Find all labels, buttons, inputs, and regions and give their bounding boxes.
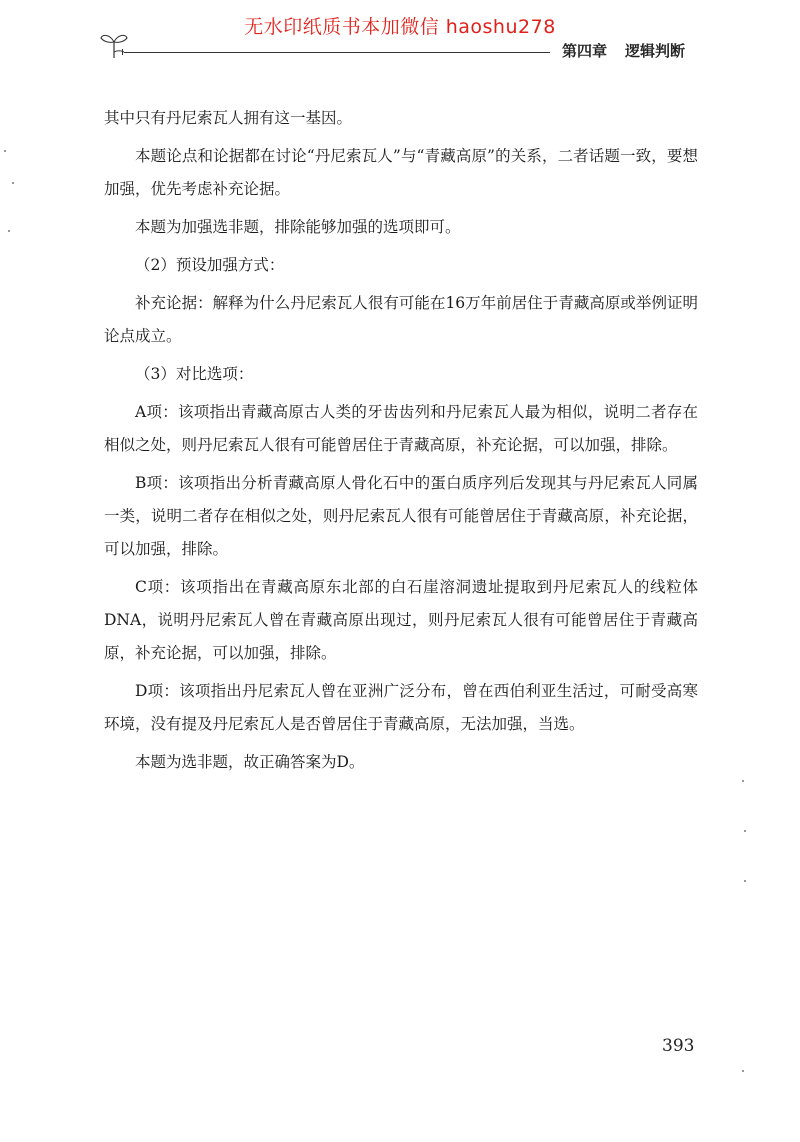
watermark-text: 无水印纸质书本加微信 haoshu278 — [244, 16, 556, 38]
page-body — [104, 102, 698, 784]
scan-speck — [4, 150, 6, 152]
scan-speck — [742, 1070, 744, 1072]
chapter-number: 第四章 — [562, 42, 608, 60]
scan-speck — [12, 182, 14, 184]
paragraph-option-d: D项：该项指出丹尼索瓦人曾在亚洲广泛分布，曾在西伯利亚生活过，可耐受高寒环境，没有提及丹尼索瓦人是否曾居住于青藏高原，无法加强，当选。 — [104, 682, 698, 733]
scan-speck — [744, 880, 746, 882]
header-rule-start — [122, 49, 123, 55]
chapter-title: 逻辑判断 — [625, 42, 686, 60]
chapter-header — [562, 40, 685, 61]
paragraph-analysis: 本题论点和论据都在讨论“丹尼索瓦人”与“青藏高原”的关系，二者话题一致，要想加强，优先考虑补充论据。 — [104, 147, 698, 198]
paragraph-supplement: 补充论据：解释为什么丹尼索瓦人很有可能在16万年前居住于青藏高原或举例证明论点成立。 — [104, 294, 698, 345]
header-rule — [124, 52, 550, 53]
scan-speck — [744, 830, 746, 832]
paragraph-option-a: A项：该项指出青藏高原古人类的牙齿齿列和丹尼索瓦人最为相似，说明二者存在相似之处，则丹尼索瓦人很有可能曾居住于青藏高原，补充论据，可以加强，排除。 — [104, 403, 698, 454]
page-number: 393 — [662, 1036, 695, 1056]
paragraph-continuation: 其中只有丹尼索瓦人拥有这一基因。 — [104, 109, 353, 127]
paragraph-step-3-heading: （3）对比选项： — [135, 365, 254, 383]
scan-speck — [742, 780, 744, 782]
scan-speck — [8, 230, 10, 232]
sprout-icon — [98, 28, 130, 60]
paragraph-option-b: B项：该项指出分析青藏高原人骨化石中的蛋白质序列后发现其与丹尼索瓦人同属一类，说明二者存在相似之处，则丹尼索瓦人很有可能曾居住于青藏高原，补充论据，可以加强，排除。 — [104, 474, 698, 558]
paragraph-strategy: 本题为加强选非题，排除能够加强的选项即可。 — [135, 218, 461, 236]
paragraph-step-2-heading: （2）预设加强方式： — [135, 256, 285, 274]
paragraph-option-c: C项：该项指出在青藏高原东北部的白石崖溶洞遗址提取到丹尼索瓦人的线粒体DNA，说明丹尼索瓦人曾在青藏高原出现过，则丹尼索瓦人很有可能曾居住于青藏高原，补充论据，可以加强，排除。 — [104, 578, 698, 662]
paragraph-answer: 本题为选非题，故正确答案为D。 — [135, 753, 365, 771]
